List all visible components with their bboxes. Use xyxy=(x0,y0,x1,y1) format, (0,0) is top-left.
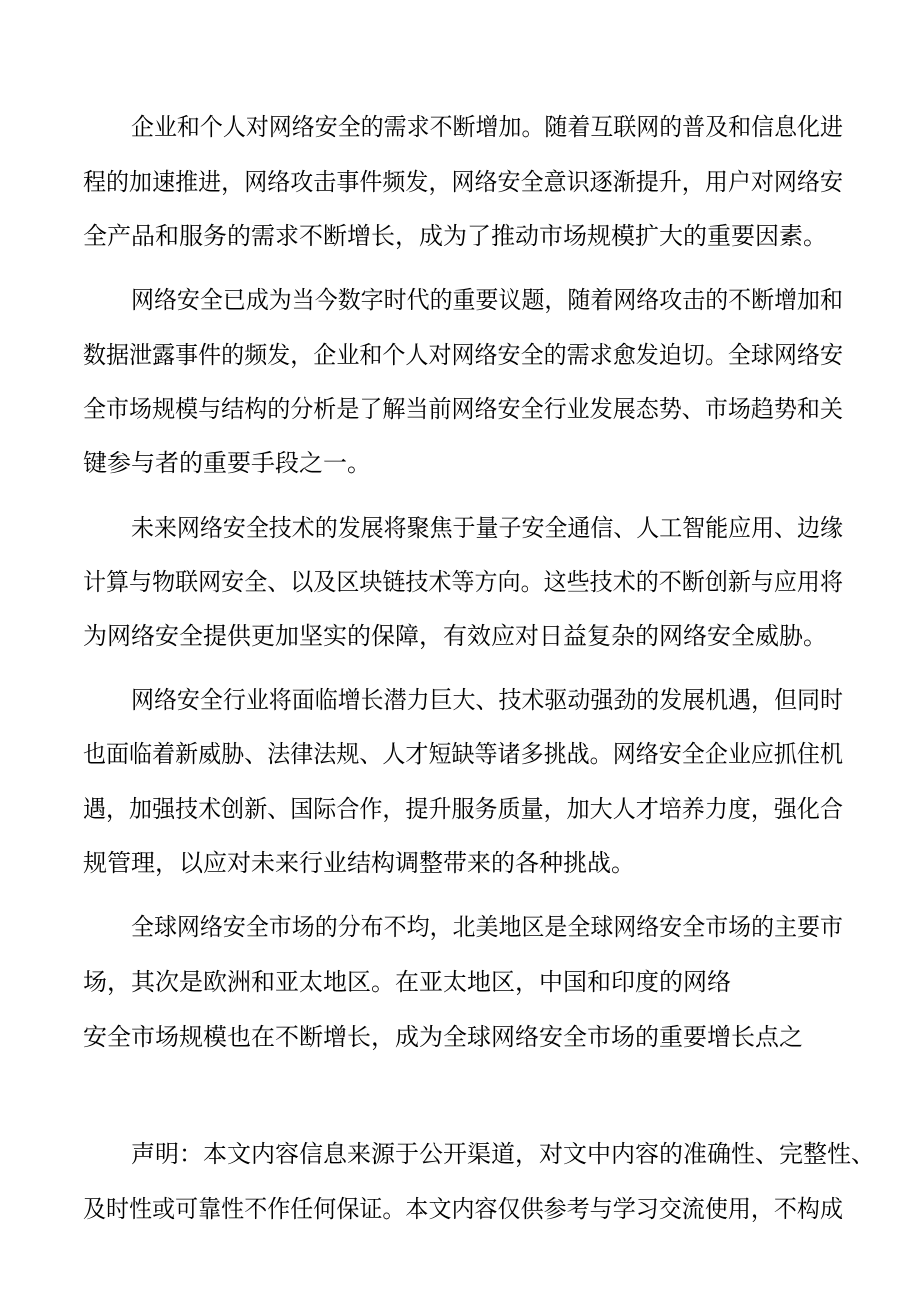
paragraph-line: 全市场规模与结构的分析是了解当前网络安全行业发展态势、市场趋势和关 xyxy=(83,395,843,423)
paragraph-line: 企业和个人对网络安全的需求不断增加。随着互联网的普及和信息化进 xyxy=(131,113,843,141)
paragraph-line: 为网络安全提供更加坚实的保障，有效应对日益复杂的网络安全威胁。 xyxy=(83,622,827,650)
paragraph-line: 也面临着新威胁、法律法规、人才短缺等诸多挑战。网络安全企业应抓住机 xyxy=(83,740,843,768)
paragraph-line: 计算与物联网安全、以及区块链技术等方向。这些技术的不断创新与应用将 xyxy=(83,568,843,596)
paragraph-line: 规管理，以应对未来行业结构调整带来的各种挑战。 xyxy=(83,849,635,877)
paragraph-line: 程的加速推进，网络攻击事件频发，网络安全意识逐渐提升，用户对网络安 xyxy=(83,168,843,196)
paragraph-line: 网络安全已成为当今数字时代的重要议题，随着网络攻击的不断增加和 xyxy=(131,286,843,314)
paragraph-line: 键参与者的重要手段之一。 xyxy=(83,449,371,477)
paragraph-line: 全球网络安全市场的分布不均，北美地区是全球网络安全市场的主要市 xyxy=(131,913,843,941)
paragraph-line: 网络安全行业将面临增长潜力巨大、技术驱动强劲的发展机遇，但同时 xyxy=(131,686,843,714)
paragraph-line: 未来网络安全技术的发展将聚焦于量子安全通信、人工智能应用、边缘 xyxy=(131,514,843,542)
disclaimer-line: 声明：本文内容信息来源于公开渠道，对文中内容的准确性、完整性、 xyxy=(131,1140,875,1168)
paragraph-line: 场，其次是欧洲和亚太地区。在亚太地区，中国和印度的网络 xyxy=(83,968,731,996)
paragraph-line: 全产品和服务的需求不断增长，成为了推动市场规模扩大的重要因素。 xyxy=(83,222,827,250)
disclaimer-line: 及时性或可靠性不作任何保证。本文内容仅供参考与学习交流使用，不构成 xyxy=(83,1195,843,1223)
paragraph-line: 数据泄露事件的频发，企业和个人对网络安全的需求愈发迫切。全球网络安 xyxy=(83,341,843,369)
paragraph-line: 安全市场规模也在不断增长，成为全球网络安全市场的重要增长点之 xyxy=(83,1023,803,1051)
paragraph-line: 遇，加强技术创新、国际合作，提升服务质量，加大人才培养力度，强化合 xyxy=(83,795,843,823)
